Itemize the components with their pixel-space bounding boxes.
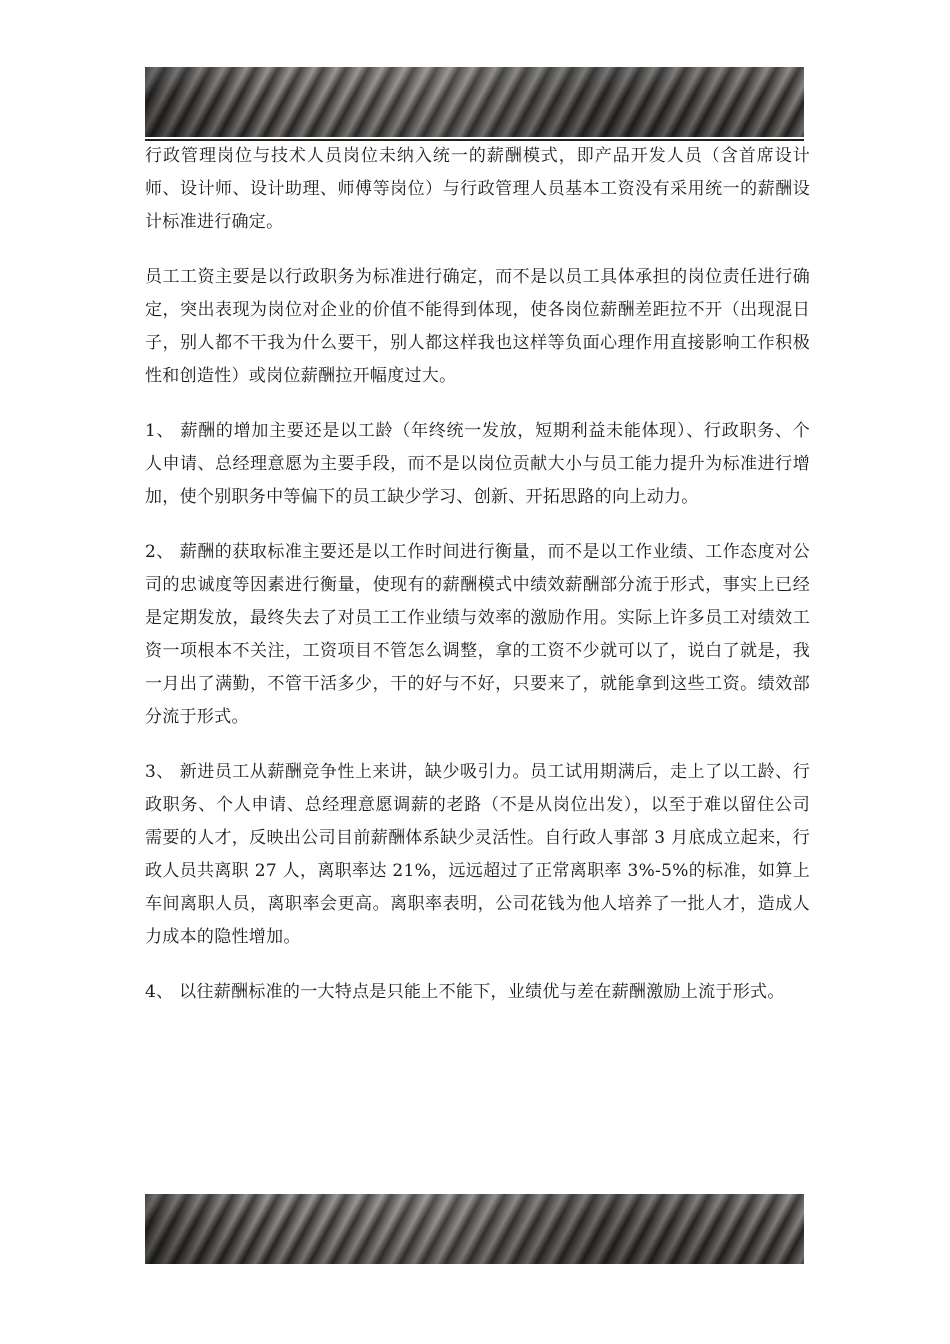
paragraph-intro: 行政管理岗位与技术人员岗位未纳入统一的薪酬模式，即产品开发人员（含首席设计师、设计师、设计助理、师傅等岗位）与行政管理人员基本工资没有采用统一的薪酬设计标准进行确定。 xyxy=(145,146,810,232)
document-body xyxy=(145,140,810,1031)
paragraph-item-3: 3、 新进员工从薪酬竞争性上来讲，缺少吸引力。员工试用期满后，走上了以工龄、行政职务、个人申请、总经理意愿调薪的老路（不是从岗位出发），以至于难以留住公司需要的人才，反映出公司目前薪酬体系缺少灵活性。自行政人事部 3 月底成立起来，行政人员共离职 27 人，离职率达 21%，远远超过了正常离职率 3%-5%的标准，如算上车间离职人员，离职率会更高。离职率表明，公司花钱为他人培养了一批人才，造成人力成本的隐性增加。 xyxy=(145,762,810,947)
paragraph-salary-basis: 员工工资主要是以行政职务为标准进行确定，而不是以员工具体承担的岗位责任进行确定，突出表现为岗位对企业的价值不能得到体现，使各岗位薪酬差距拉不开（出现混日子，别人都不干我为什么要干，别人都这样我也这样等负面心理作用直接影响工作积极性和创造性）或岗位薪酬拉开幅度过大。 xyxy=(145,267,810,386)
paragraph-item-4: 4、 以往薪酬标准的一大特点是只能上不能下，业绩优与差在薪酬激励上流于形式。 xyxy=(145,982,785,1002)
paragraph-item-1: 1、 薪酬的增加主要还是以工龄（年终统一发放，短期利益未能体现）、行政职务、个人申请、总经理意愿为主要手段，而不是以岗位贡献大小与员工能力提升为标准进行增加，使个别职务中等偏下的员工缺少学习、创新、开拓思路的向上动力。 xyxy=(145,421,810,507)
paragraph-item-2: 2、 薪酬的获取标准主要还是以工作时间进行衡量，而不是以工作业绩、工作态度对公司的忠诚度等因素进行衡量，使现有的薪酬模式中绩效薪酬部分流于形式，事实上已经是定期发放，最终失去了对员工工作业绩与效率的激励作用。实际上许多员工对绩效工资一项根本不关注，工资项目不管怎么调整，拿的工资不少就可以了，说白了就是，我一月出了满勤，不管干活多少，干的好与不好，只要来了，就能拿到这些工资。绩效部分流于形式。 xyxy=(145,542,810,727)
header-banner-image xyxy=(145,67,804,137)
footer-banner-image xyxy=(145,1194,804,1264)
